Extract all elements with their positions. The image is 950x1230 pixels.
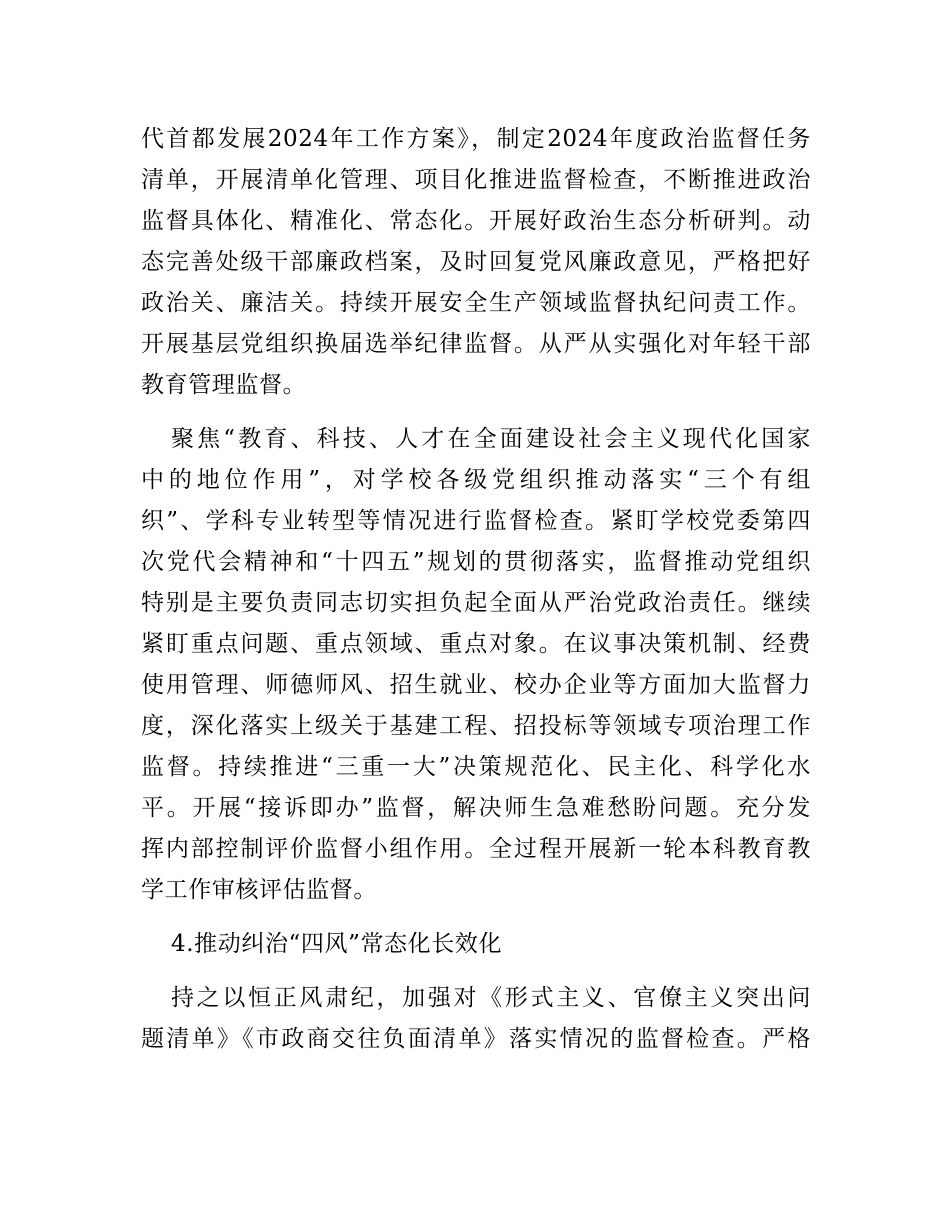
text-line: 紧盯重点问题、重点领域、重点对象。在议事决策机制、经费 bbox=[141, 631, 811, 657]
text-line-indented: 持之以恒正风肃纪，加强对《形式主义、官僚主义突出问 bbox=[171, 985, 811, 1011]
paragraph-four-winds bbox=[141, 978, 811, 1060]
text-line: 代首都发展2024年工作方案》，制定2024年度政治监督任务 bbox=[141, 126, 811, 152]
text-line: 态完善处级干部廉政档案，及时回复党风廉政意见，严格把好 bbox=[141, 249, 811, 275]
text-line: 政治关、廉洁关。持续开展安全生产领域监督执纪问责工作。 bbox=[141, 290, 811, 316]
text-line: 开展基层党组织换届选举纪律监督。从严从实强化对年轻干部 bbox=[141, 331, 811, 357]
text-line: 中的地位作用”，对学校各级党组织推动落实“三个有组 bbox=[141, 467, 811, 493]
document-body bbox=[141, 119, 811, 1073]
text-line: 学工作审核评估监督。 bbox=[141, 877, 377, 903]
section-heading: 4.推动纠治“四风”常态化长效化 bbox=[171, 931, 503, 957]
text-line: 挥内部控制评价监督小组作用。全过程开展新一轮本科教育教 bbox=[141, 836, 811, 862]
paragraph-political-supervision bbox=[141, 119, 811, 406]
text-line: 特别是主要负责同志切实担负起全面从严治党政治责任。继续 bbox=[141, 590, 811, 616]
text-line: 教育管理监督。 bbox=[141, 372, 307, 398]
text-line: 使用管理、师德师风、招生就业、校办企业等方面加大监督力 bbox=[141, 672, 811, 698]
text-line-indented: 聚焦“教育、科技、人才在全面建设社会主义现代化国家 bbox=[171, 426, 811, 452]
text-line: 监督。持续推进“三重一大”决策规范化、民主化、科学化水 bbox=[141, 754, 811, 780]
text-line: 清单，开展清单化管理、项目化推进监督检查，不断推进政治 bbox=[141, 167, 811, 193]
text-line: 平。开展“接诉即办”监督，解决师生急难愁盼问题。充分发 bbox=[141, 795, 811, 821]
text-line: 次党代会精神和“十四五”规划的贯彻落实，监督推动党组织 bbox=[141, 549, 811, 575]
paragraph-focus-education bbox=[141, 419, 811, 911]
text-line: 题清单》《市政商交往负面清单》落实情况的监督检查。严格 bbox=[141, 1026, 811, 1052]
text-line: 监督具体化、精准化、常态化。开展好政治生态分析研判。动 bbox=[141, 208, 811, 234]
text-line: 织”、学科专业转型等情况进行监督检查。紧盯学校党委第四 bbox=[141, 508, 811, 534]
text-line: 度，深化落实上级关于基建工程、招投标等领域专项治理工作 bbox=[141, 713, 811, 739]
